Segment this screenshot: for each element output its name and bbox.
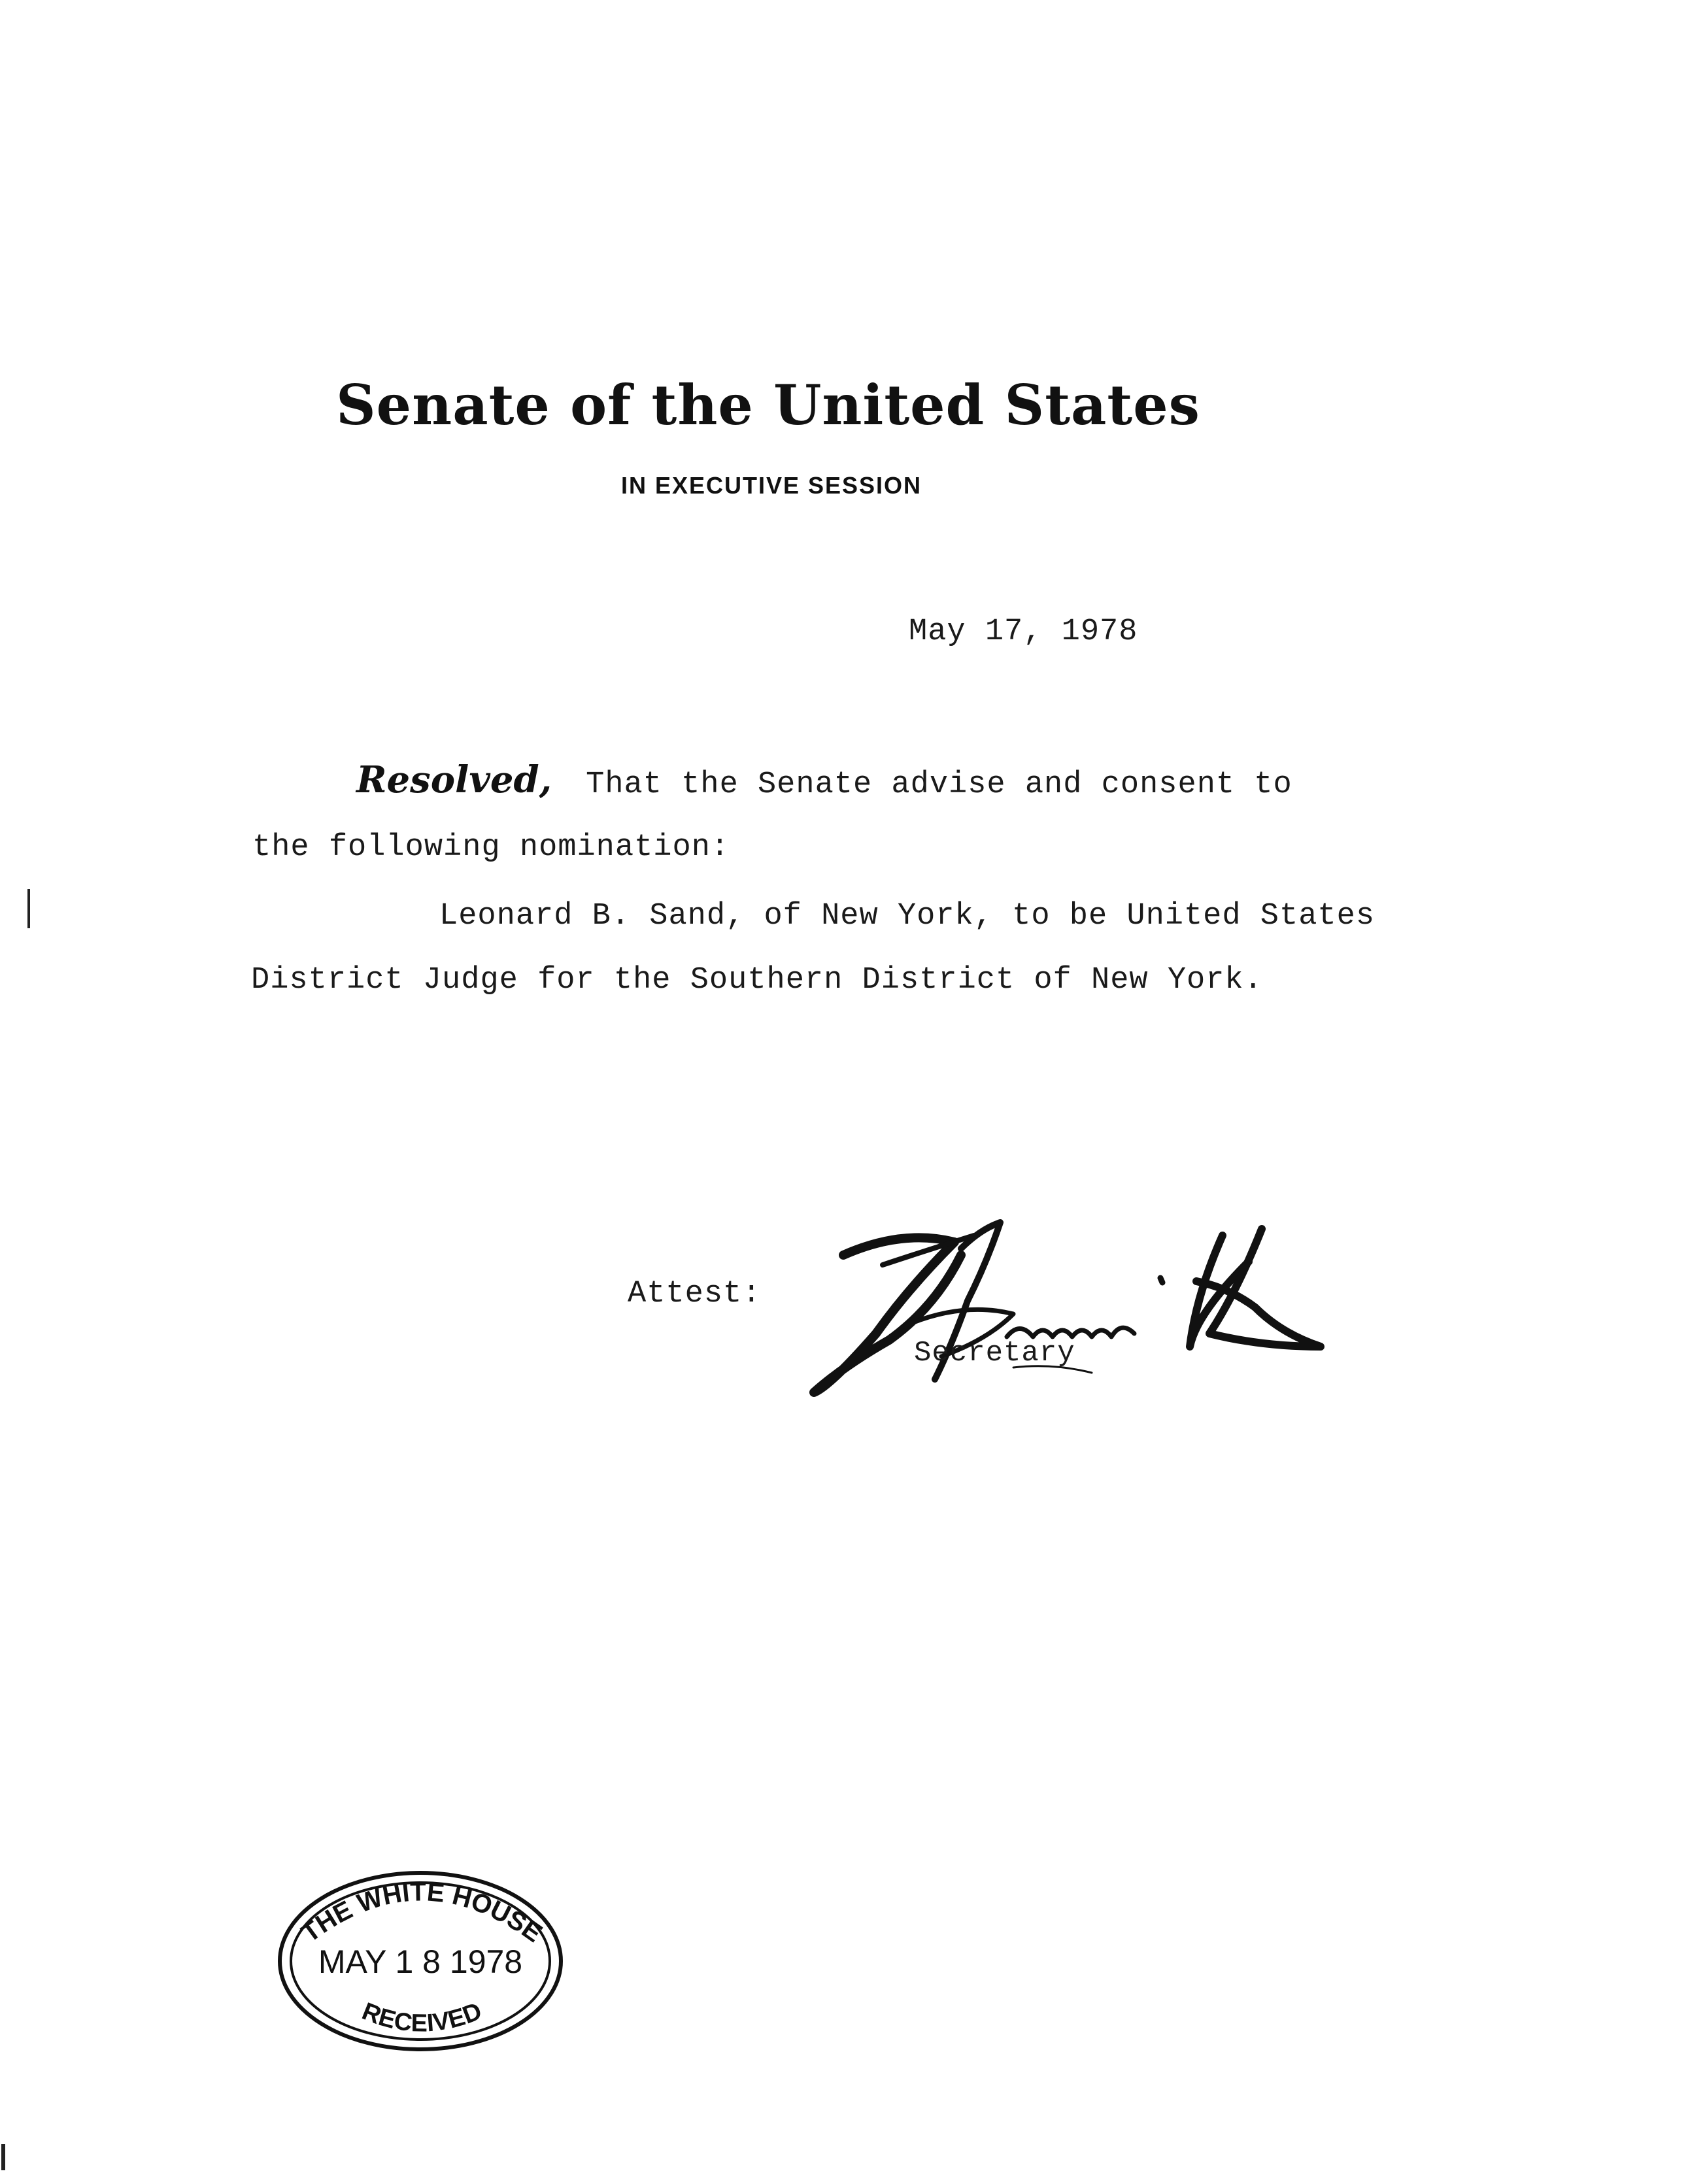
position-line: District Judge for the Southern District of New York. <box>251 963 1263 998</box>
scan-mark <box>1 2144 5 2170</box>
document-date: May 17, 1978 <box>909 614 1138 649</box>
session-subheading: IN EXECUTIVE SESSION <box>620 472 922 499</box>
white-house-received-stamp <box>273 1863 567 2053</box>
stamp-date-text: MAY 1 8 1978 <box>318 1943 523 1980</box>
signature-stroke <box>1007 1328 1134 1337</box>
nomination-intro: the following nomination: <box>252 830 730 865</box>
resolution-line <box>356 758 1292 802</box>
resolved-word: Resolved, <box>356 758 552 801</box>
secretary-signature <box>804 1216 1340 1405</box>
resolution-text: That the Senate advise and consent to <box>586 767 1292 802</box>
stamp-bottom-text: RECEIVED <box>358 1997 486 2038</box>
secretary-label: Secretary <box>914 1337 1075 1369</box>
signature-stroke <box>1160 1278 1162 1283</box>
scan-mark <box>27 889 30 928</box>
nominee-line: Leonard B. Sand, of New York, to be United States <box>439 899 1376 933</box>
attest-label: Attest: <box>628 1277 762 1311</box>
document-heading: Senate of the United States <box>336 373 1200 437</box>
stamp-top-text: THE WHITE HOUSE <box>296 1877 548 1948</box>
